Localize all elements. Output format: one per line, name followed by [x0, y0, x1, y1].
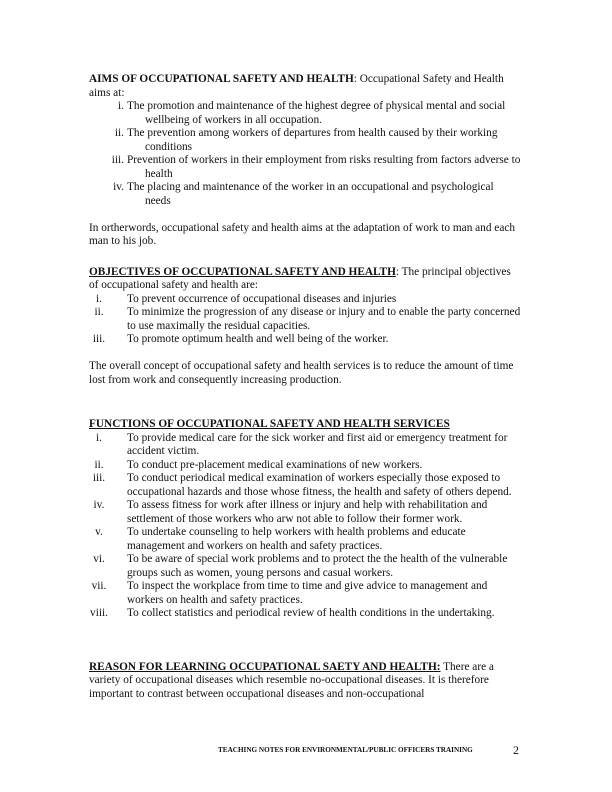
list-item: ii. To conduct pre-placement medical examinations of new workers.	[94, 458, 423, 471]
reason-paragraph: REASON FOR LEARNING OCCUPATIONAL SAETY AND HEALTH: There are a variety of occupational diseases which resemble no-occupational diseases. It is therefore important to contrast between occupational diseases and non-occupational	[89, 660, 494, 700]
list-item: vii. To inspect the workplace from time to time and give advice to management and workers on health and safety practices.	[91, 580, 488, 606]
page-body	[89, 73, 521, 701]
objectives-list	[89, 293, 521, 347]
objectives-section	[89, 266, 521, 388]
aims-intro: AIMS OF OCCUPATIONAL SAFETY AND HEALTH: Occupational Safety and Health aims at:	[89, 73, 504, 99]
aims-paragraph: In ortherwords, occupational safety and health aims at the adaptation of work to man and each man to his job.	[89, 221, 515, 247]
reason-heading: REASON FOR LEARNING OCCUPATIONAL SAETY AND HEALTH:	[89, 660, 441, 673]
aims-section	[89, 73, 521, 249]
page-number: 2	[513, 743, 519, 757]
list-item: i. To prevent occurrence of occupational diseases and injuries	[96, 292, 397, 305]
functions-heading: FUNCTIONS OF OCCUPATIONAL SAFETY AND HEALTH SERVICES	[89, 418, 450, 430]
reason-section	[89, 661, 521, 702]
objectives-heading: OBJECTIVES OF OCCUPATIONAL SAFETY AND HEALTH	[89, 265, 396, 278]
list-item: i. The promotion and maintenance of the highest degree of physical mental and social wellbeing of workers in all occupation.	[118, 100, 506, 126]
footer-title: TEACHING NOTES FOR ENVIRONMENTAL/PUBLIC OFFICERS TRAINING	[218, 746, 473, 754]
list-item: ii. To minimize the progression of any disease or injury and to enable the party concerned to use maximally the residual capacities.	[94, 306, 521, 332]
list-item: iv. To assess fitness for work after illness or injury and help with rehabilitation and settlement of those workers who arw not able to follow their former work.	[93, 499, 488, 525]
list-item: iv. The placing and maintenance of the worker in an occupational and psychological needs	[113, 181, 494, 207]
list-item: viii. To collect statistics and periodical review of health conditions in the undertaking.	[90, 607, 495, 619]
list-item: v. To undertake counseling to help workers with health problems and educate management and workers on health and safety practices.	[95, 526, 466, 552]
list-item: iii. Prevention of workers in their employment from risks resulting from factors adverse to health	[111, 154, 521, 180]
functions-list	[89, 432, 521, 621]
list-item: ii. The prevention among workers of departures from health caused by their working conditions	[114, 127, 498, 153]
list-item: iii. To promote optimum health and well being of the worker.	[92, 333, 389, 345]
objectives-intro: OBJECTIVES OF OCCUPATIONAL SAFETY AND HEALTH: The principal objectives of occupational safety and health are:	[89, 265, 511, 291]
list-item: vi. To be aware of special work problems and to protect the the health of the vulnerable groups such as women, young persons and casual workers.	[93, 553, 508, 579]
list-item: i. To provide medical care for the sick worker and first aid or emergency treatment for accident victim.	[96, 431, 508, 457]
functions-section	[89, 418, 521, 621]
aims-heading: AIMS OF OCCUPATIONAL SAFETY AND HEALTH	[89, 73, 354, 85]
aims-list	[89, 100, 521, 208]
objectives-paragraph: The overall concept of occupational safety and health services is to reduce the amount of time lost from work and consequently increasing production.	[89, 360, 514, 386]
list-item: iii. To conduct periodical medical examination of workers especially those exposed to occupational hazards and those whose fitness, the health and safety of others depend.	[92, 472, 512, 498]
